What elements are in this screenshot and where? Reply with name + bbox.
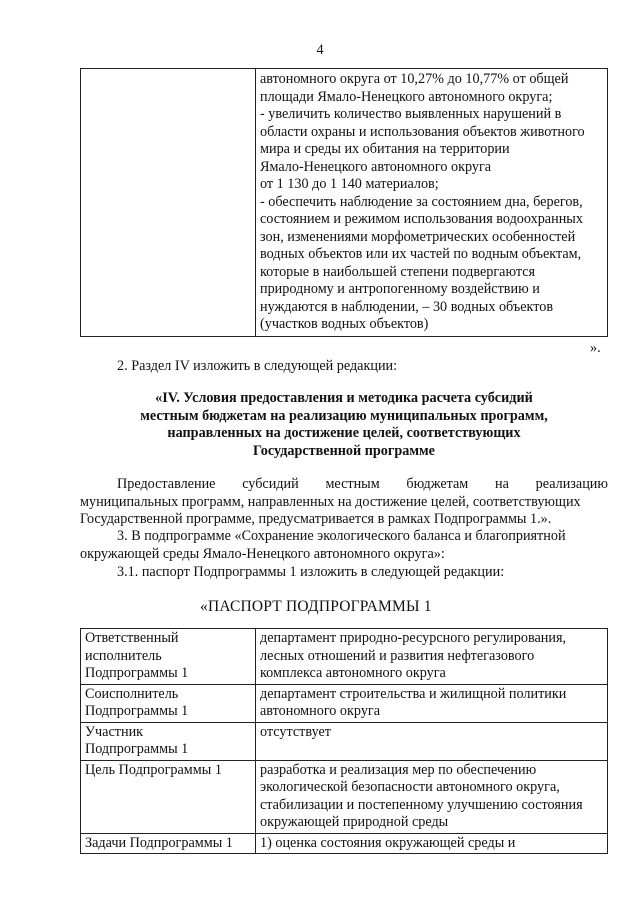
value-line: стабилизации и постепенному улучшению состояния <box>260 796 583 813</box>
value-line: департамент природно-ресурсного регулирования, <box>260 630 567 646</box>
text-line: природному и антропогенному воздействию и <box>260 281 540 297</box>
value-line: окружающей природной среды <box>260 814 449 830</box>
table-row <box>81 760 608 833</box>
text-line: нуждаются в наблюдении, – 30 водных объектов <box>260 298 554 315</box>
text-line: мира и среды их обитания на территории <box>260 141 510 157</box>
label-line: Цель Подпрограммы 1 <box>85 761 222 778</box>
heading-line: местным бюджетам на реализацию муниципальных программ, <box>140 407 548 424</box>
label-line: Подпрограммы 1 <box>85 741 189 757</box>
table-row <box>81 833 608 854</box>
heading-line: Государственной программе <box>253 442 435 459</box>
page-number: 4 <box>316 42 324 58</box>
item-3-1-text: 3.1. паспорт Подпрограммы 1 изложить в следующей редакции: <box>117 564 505 580</box>
item-2-text: 2. Раздел IV изложить в следующей редакции: <box>117 358 398 374</box>
label-line: Соисполнитель <box>85 685 179 702</box>
row-value <box>256 629 608 685</box>
paragraph-line: Предоставление субсидий местным бюджетам на реализацию <box>117 476 608 492</box>
label-line: исполнитель <box>85 647 162 664</box>
row-value <box>256 722 608 760</box>
value-line: комплекса автономного округа <box>260 665 446 681</box>
text-line: зон, изменениями морфометрических особенностей <box>260 228 576 245</box>
table-row <box>81 629 608 685</box>
item-3-text <box>80 528 608 563</box>
heading-line: «IV. Условия предоставления и методика расчета субсидий <box>155 390 533 406</box>
paragraph-line: муниципальных программ, направленных на достижение целей, соответствующих <box>80 493 581 510</box>
section-heading <box>80 390 608 460</box>
row-label <box>81 684 256 722</box>
row-label <box>81 760 256 833</box>
text-line: которые в наибольшей степени подвергаются <box>260 263 536 280</box>
paragraph-line: Государственной программе, предусматривается в рамках Подпрограммы 1.». <box>80 511 552 527</box>
row-label <box>81 629 256 685</box>
value-line: 1) оценка состояния окружающей среды и <box>260 834 516 851</box>
row-label <box>81 722 256 760</box>
row-value <box>256 684 608 722</box>
row-value <box>256 760 608 833</box>
value-line: лесных отношений и развития нефтегазового <box>260 647 535 664</box>
value-line: автономного округа <box>260 703 381 719</box>
value-line: департамент строительства и жилищной политики <box>260 685 567 702</box>
text-line: - увеличить количество выявленных нарушений в <box>260 106 562 122</box>
text-line: Ямало-Ненецкого автономного округа <box>260 158 492 175</box>
table-cell-empty <box>81 69 256 337</box>
closing-quote: ». <box>590 340 601 356</box>
table-row <box>81 722 608 760</box>
value-line: разработка и реализация мер по обеспечению <box>260 761 537 778</box>
passport-table <box>80 628 608 854</box>
passport-title: «ПАСПОРТ ПОДПРОГРАММЫ 1 <box>200 598 432 615</box>
text-line: (участков водных объектов) <box>260 316 429 332</box>
label-line: Подпрограммы 1 <box>85 703 189 719</box>
table-row <box>81 69 608 337</box>
label-line: Ответственный <box>85 630 179 646</box>
row-label <box>81 833 256 854</box>
value-line: отсутствует <box>260 723 331 740</box>
paragraph-line: 3. В подпрограмме «Сохранение экологического баланса и благоприятной <box>117 528 566 544</box>
text-line: - обеспечить наблюдение за состоянием дна, берегов, <box>260 193 583 210</box>
paragraph-subsidy <box>80 476 608 529</box>
text-line: автономного округа от 10,27% до 10,77% от общей <box>260 71 569 87</box>
table-cell-targets <box>256 69 608 337</box>
continued-table <box>80 68 608 337</box>
label-line: Задачи Подпрограммы 1 <box>85 834 233 851</box>
text-line: водных объектов или их частей по водным объектам, <box>260 246 582 262</box>
text-line: от 1 130 до 1 140 материалов; <box>260 176 439 192</box>
text-line: площади Ямало-Ненецкого автономного округа; <box>260 88 553 105</box>
row-value <box>256 833 608 854</box>
heading-line: направленных на достижение целей, соответствующих <box>167 425 521 441</box>
paragraph-line: окружающей среды Ямало-Ненецкого автономного округа»: <box>80 545 445 562</box>
label-line: Участник <box>85 723 144 740</box>
text-line: состоянием и режимом использования водоохранных <box>260 211 583 227</box>
table-row <box>81 684 608 722</box>
label-line: Подпрограммы 1 <box>85 665 189 681</box>
value-line: экологической безопасности автономного округа, <box>260 779 560 795</box>
text-line: области охраны и использования объектов животного <box>260 123 585 140</box>
